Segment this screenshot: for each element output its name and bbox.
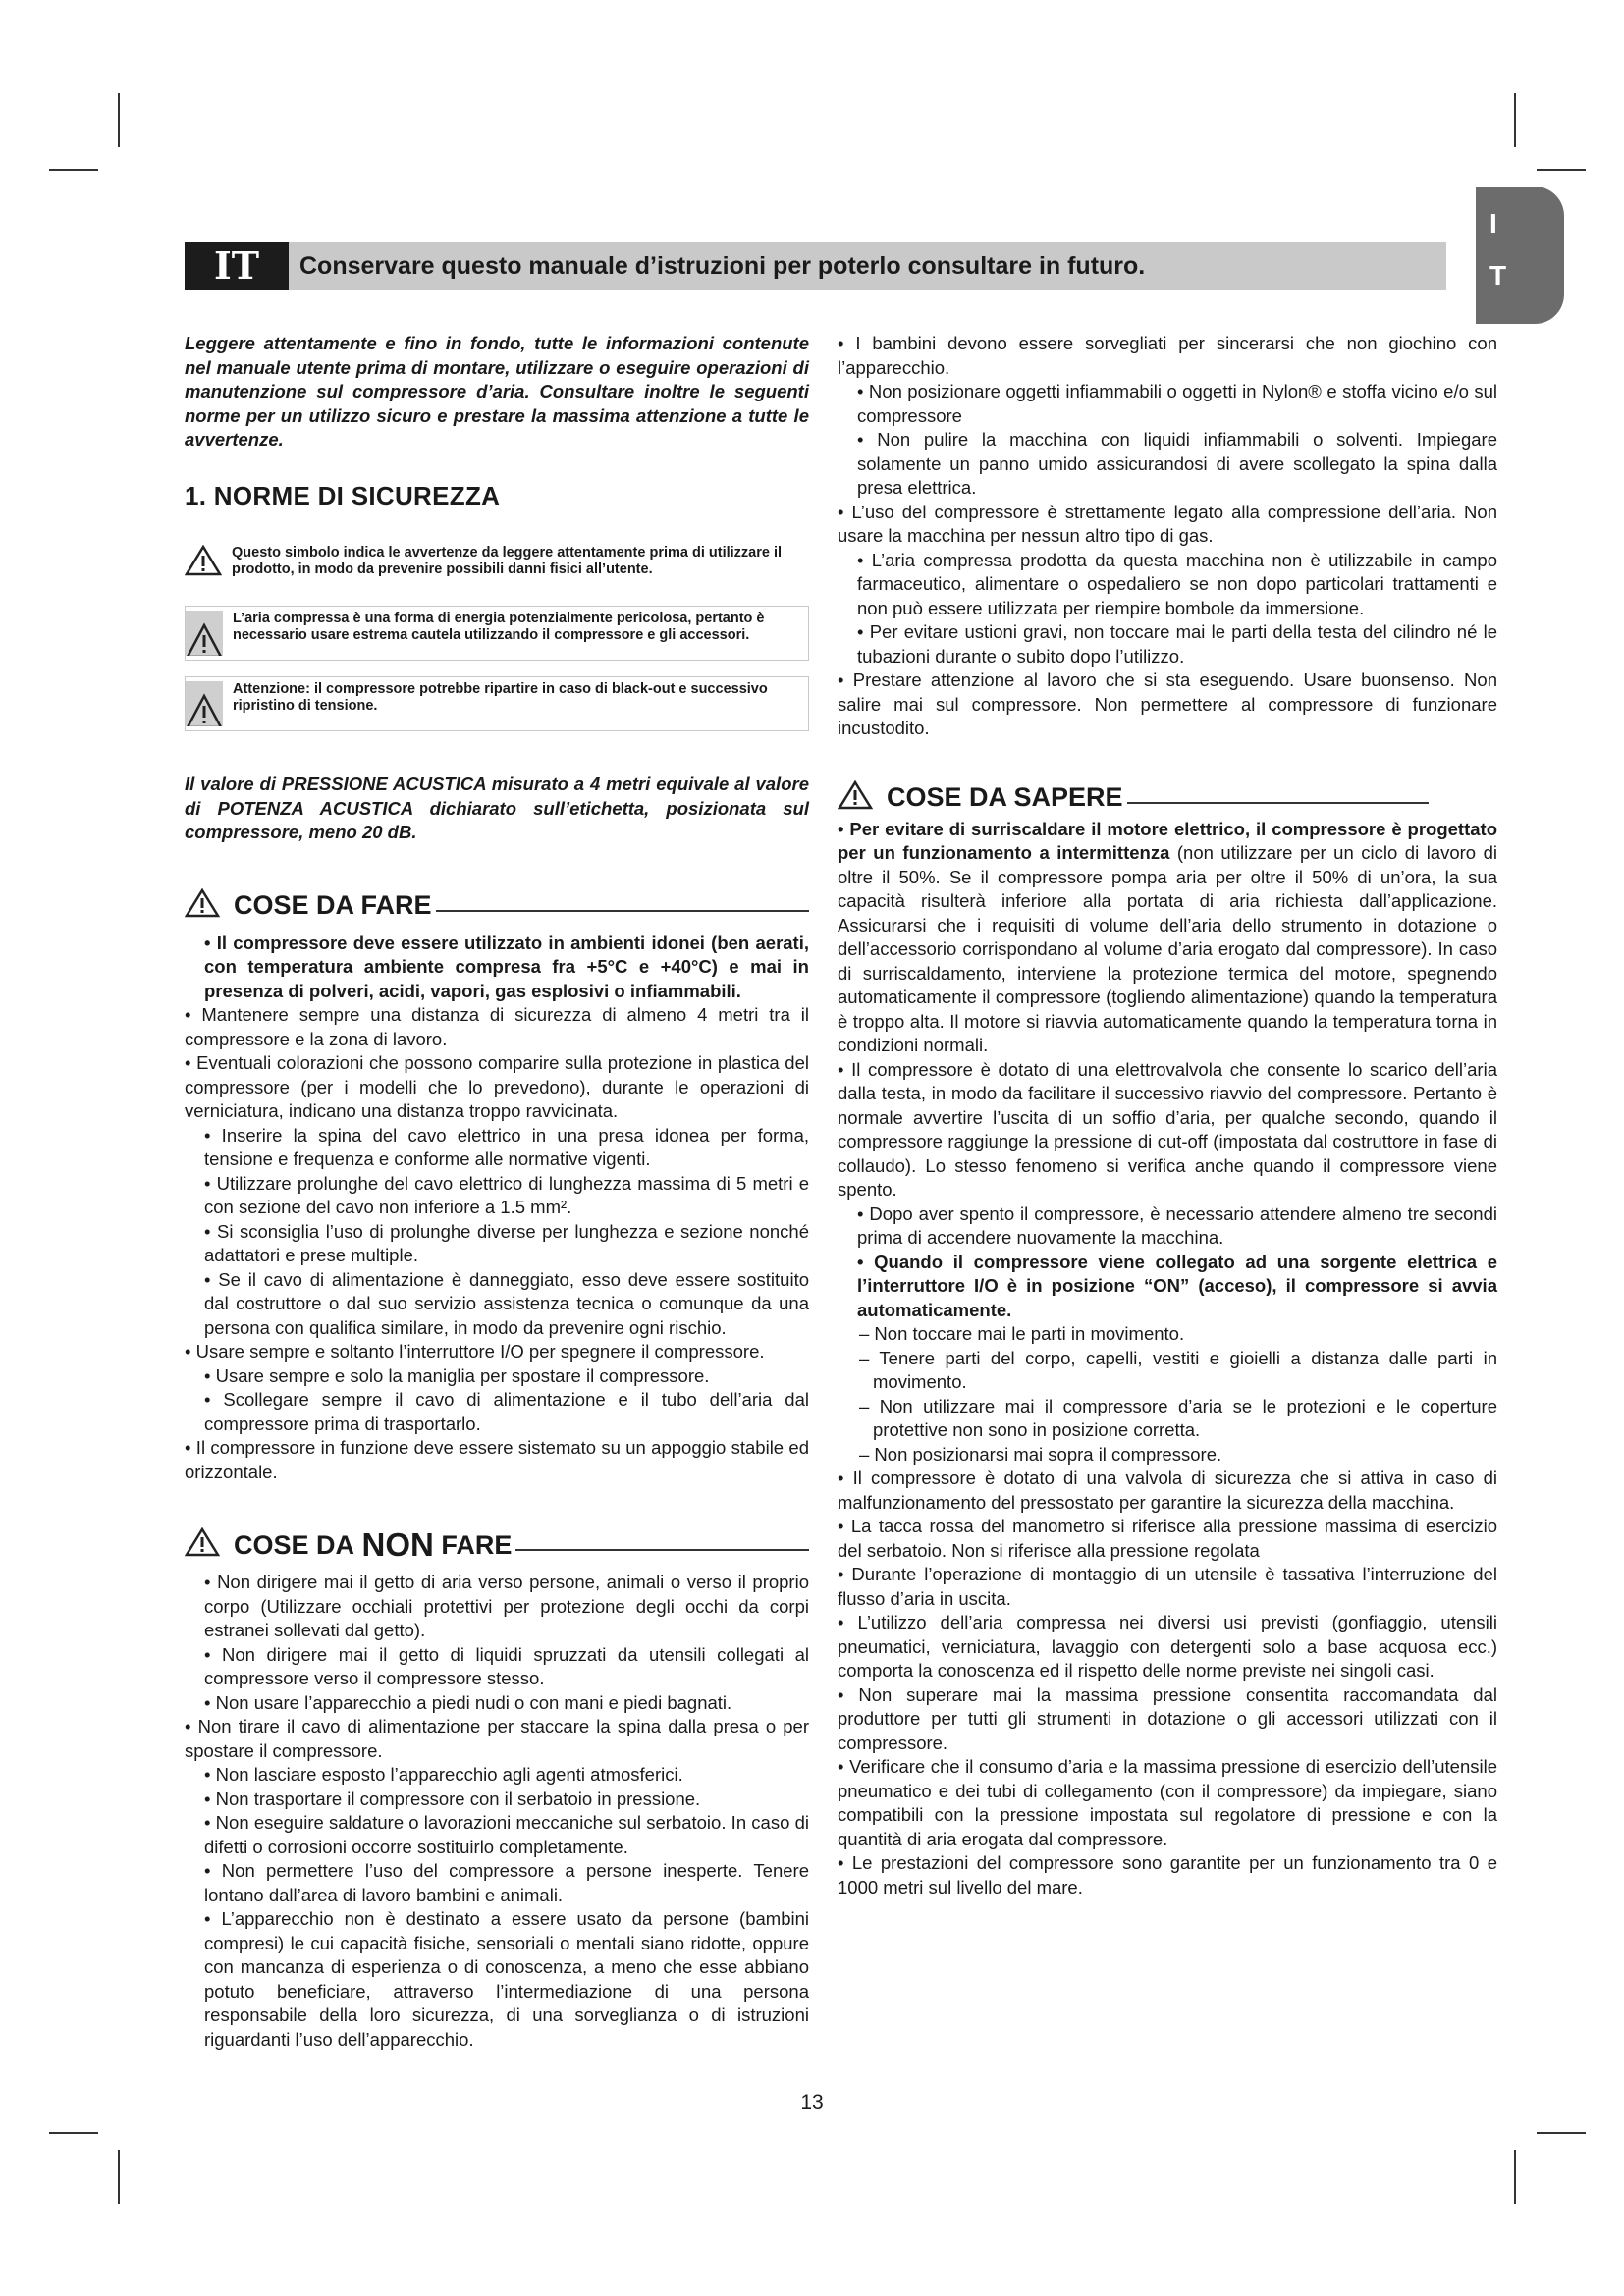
list-item: • Usare sempre e solo la maniglia per spostare il compressore. [204,1364,710,1386]
cose-da-sapere-list [838,818,1497,1900]
cose-da-non-fare-title [185,1525,809,1563]
warning-triangle-icon [185,1527,220,1557]
crop-mark [1514,93,1516,147]
list-item: • Eventuali colorazioni che possono comparire sulla protezione in plastica del compressore (per i modelli che lo prevedono), durante le operazioni di verniciatura, indicano una distanza troppo ravvicinata. [185,1052,809,1121]
list-item: • Non usare l’apparecchio a piedi nudi o con mani e piedi bagnati. [204,1691,732,1713]
warning-triangle-icon [185,888,220,918]
crop-mark [49,2132,98,2134]
warning-text: L’aria compressa è una forma di energia potenzialmente pericolosa, pertanto è necessario usare estrema cautela utilizzando il compressore e gli accessori. [233,611,765,643]
list-item: • Non lasciare esposto l’apparecchio agli agenti atmosferici. [204,1764,683,1785]
crop-mark [1514,2150,1516,2204]
list-item: • Si sconsiglia l’uso di prolunghe diverse per lunghezza e sezione nonché adattatori e prese multiple. [204,1220,809,1265]
heading-tail: FARE [441,1529,513,1560]
crop-mark [118,93,120,147]
list-item: • Non pulire la macchina con liquidi infiammabili o solventi. Impiegare solamente un panno umido assicurandosi di avere scollegato la spina dalla presa elettrica. [857,429,1497,498]
warning-triangle-icon [185,545,222,576]
right-column [838,332,1497,1899]
list-item-bold: • Per evitare di surriscaldare il motore elettrico, il compressore è progettato per un funzionamento a intermittenza [838,818,1497,863]
heading-rule [436,910,809,912]
warning-text: Questo simbolo indica le avvertenze da leggere attentamente prima di utilizzare il prodotto, in modo da prevenire possibili danni fisici all’utente. [232,545,783,577]
cose-da-non-fare-heading: COSE DA [234,1529,355,1560]
list-item: • Il compressore deve essere utilizzato in ambienti idonei (ben aerati, con temperatura ambiente compresa fra +5°C e +40°C) e mai in presenza di polveri, acidi, vapori, gas esplosivi o infiammabili. [204,932,809,1001]
list-item: • La tacca rossa del manometro si riferisce alla pressione massima di esercizio del serbatoio. Non si riferisce alla pressione regolata [838,1516,1497,1561]
language-side-tab [1476,187,1564,324]
list-item: • L’uso del compressore è strettamente legato alla compressione dell’aria. Non usare la macchina per nessun altro tipo di gas. [838,501,1497,546]
list-item-rest: (non utilizzare per un ciclo di lavoro di oltre il 50%. Se il compressore pompa aria per oltre il 50% di un’ora, la sua capacità risulterà inferiore alla portata di aria richiesta dall’applicazione. Assicurarsi che i requisiti di volume dell’aria dello strumento in dotazione o dell’accessorio corrispondano al volume d’aria erogato dal compressore). In caso di surriscaldamento, interviene la protezione termica del motore, spegnendo automaticamente il compressore (togliendo alimentazione) quando la temperatura è troppo alta. Il motore si riavvia automaticamente quando la temperatura torna in condizioni normali. [838,842,1497,1055]
crop-mark [1537,2132,1586,2134]
warning-text: Attenzione: il compressore potrebbe ripartire in caso di black-out e successivo ripristino di tensione. [233,681,768,714]
side-tab-letter: I [1489,208,1497,239]
list-item: • Dopo aver spento il compressore, è necessario attendere almeno tre secondi prima di accendere nuovamente la macchina. [857,1202,1497,1248]
list-item: • Non superare mai la massima pressione consentita raccomandata dal produttore per tutti gli strumenti in dotazione o gli accessori utilizzati con il compressore. [838,1683,1497,1753]
list-item: • L’aria compressa prodotta da questa macchina non è utilizzabile in campo farmaceutico, alimentare o ospedaliero se non dopo particolari trattamenti e non può essere utilizzata per riempire bombole da immersione. [857,549,1497,618]
list-item: • Utilizzare prolunghe del cavo elettrico di lunghezza massima di 5 metri e con sezione del cavo non inferiore a 1.5 mm². [204,1172,809,1217]
intro-paragraph: Leggere attentamente e fino in fondo, tutte le informazioni contenute nel manuale utente prima di montare, utilizzare o eseguire operazioni di manutenzione sul compressore d’aria. Consultare inoltre le seguenti norme per un utilizzo sicuro e prestare la massima attenzione a tutte le avvertenze. [185,333,809,450]
heading-emphasis: NON [361,1525,434,1563]
list-item: • Prestare attenzione al lavoro che si sta eseguendo. Usare buonsenso. Non salire mai sul compressore. Non permettere al compressore di funzionare incustodito. [838,669,1497,738]
warning-triangle-icon [186,681,223,726]
page-number: 13 [800,2091,824,2113]
list-item: • Verificare che il consumo d’aria e la massima pressione di esercizio dell’utensile pneumatico e dei tubi di collegamento (con il compressore) da impiegare, siano compatibili con la pressione impostata sul regolatore di pressione e con la quantità di aria erogata dal compressore. [838,1756,1497,1849]
warning-triangle-icon [838,780,873,810]
heading-rule [515,1549,809,1551]
warning-box [185,676,809,731]
cose-da-fare-title [185,888,809,918]
list-item: • Le prestazioni del compressore sono garantite per un funzionamento tra 0 e 1000 metri sul livello del mare. [838,1852,1497,1897]
list-item: • Mantenere sempre una distanza di sicurezza di almeno 4 metri tra il compressore e la zona di lavoro. [185,1004,809,1049]
crop-mark [49,169,98,171]
warning-box [185,606,809,661]
list-item: • Non dirigere mai il getto di liquidi spruzzati da utensili collegati al compressore verso il compressore stesso. [204,1643,809,1688]
warning-note [185,541,809,582]
header-title: Conservare questo manuale d’istruzioni per poterlo consultare in futuro. [299,252,1146,280]
acoustic-note: Il valore di PRESSIONE ACUSTICA misurato a 4 metri equivale al valore di POTENZA ACUSTICA dichiarato sull’etichetta, posizionata sul compressore, meno 20 dB. [185,774,809,842]
header-bar [185,242,1446,290]
list-item: • Inserire la spina del cavo elettrico in una presa idonea per forma, tensione e frequenza e conforme alle normative vigenti. [204,1124,809,1169]
list-item [838,818,1497,1058]
list-item: • Non dirigere mai il getto di aria verso persone, animali o verso il proprio corpo (Utilizzare occhiali protettivi per protezione degli occhi da corpi estranei sollevati dal getto). [204,1572,809,1640]
top-safety-list [838,332,1497,741]
dash-item: – Tenere parti del corpo, capelli, vestiti e gioielli a distanza dalle parti in movimento. [859,1347,1497,1392]
crop-mark [1537,169,1586,171]
dash-item: – Non posizionarsi mai sopra il compressore. [859,1443,1222,1465]
list-item: • Non tirare il cavo di alimentazione per staccare la spina dalla presa o per spostare il compressore. [185,1716,809,1761]
list-item: • L’apparecchio non è destinato a essere usato da persone (bambini compresi) le cui capacità fisiche, sensoriali o mentali siano ridotte, oppure con mancanza di esperienza o di conoscenza, a meno che esse abbiano potuto beneficiare, attraverso l’intermediazione di una persona responsabile della loro sicurezza, di una sorveglianza o di istruzioni riguardanti l’uso dell’apparecchio. [204,1908,809,2050]
dash-item: – Non utilizzare mai il compressore d’aria se le protezioni e le coperture protettive non sono in posizione corretta. [859,1395,1497,1440]
list-item: • Se il cavo di alimentazione è danneggiato, esso deve essere sostituito dal costruttore o dal suo servizio assistenza tecnica o comunque da una persona con qualifica similare, in modo da prevenire ogni rischio. [204,1268,809,1338]
side-tab-letter: T [1489,260,1507,291]
list-item: • Non eseguire saldature o lavorazioni meccaniche sul serbatoio. In caso di difetti o corrosioni occorre sostituirlo completamente. [204,1812,809,1857]
list-item: • I bambini devono essere sorvegliati per sincerarsi che non giochino con l’apparecchio. [838,333,1497,378]
cose-da-fare-list [185,932,809,1485]
list-item: • Scollegare sempre il cavo di alimentazione e il tubo dell’aria dal compressore prima di trasportarlo. [204,1389,809,1434]
list-item: • Il compressore è dotato di una elettrovalvola che consente lo scarico dell’aria dalla testa, in modo da facilitare il successivo riavvio del compressore. Pertanto è normale avvertire l’uscita di un soffio d’aria, per qualche secondo, quando il compressore raggiunge la pressione di cut-off (impostata dal costruttore in fase di collaudo). Lo stesso fenomeno si verifica anche quando il compressore viene spento. [838,1058,1497,1200]
list-item: • Durante l’operazione di montaggio di un utensile è tassativa l’interruzione del flusso d’aria in uscita. [838,1564,1497,1609]
warning-triangle-icon [186,611,223,656]
heading-rule [1127,802,1429,804]
crop-mark [118,2150,120,2204]
language-badge: IT [185,242,289,290]
list-item: • Il compressore è dotato di una valvola di sicurezza che si attiva in caso di malfunzionamento del pressostato per garantire la sicurezza della macchina. [838,1468,1497,1513]
list-item: • L’utilizzo dell’aria compressa nei diversi usi previsti (gonfiaggio, utensili pneumatici, verniciatura, lavaggio con detergenti solo a base acquosa ecc.) comporta la conoscenza ed il rispetto delle norme previste nei singoli casi. [838,1612,1497,1681]
cose-da-sapere-heading: COSE DA SAPERE [887,782,1123,812]
list-item: • Non posizionare oggetti infiammabili o oggetti in Nylon® e stoffa vicino e/o sul compressore [857,381,1497,426]
cose-da-fare-heading: COSE DA FARE [234,890,432,920]
list-item: • Usare sempre e soltanto l’interruttore I/O per spegnere il compressore. [185,1341,765,1362]
dash-item: – Non toccare mai le parti in movimento. [859,1323,1185,1344]
list-item: • Il compressore in funzione deve essere sistemato su un appoggio stabile ed orizzontale. [185,1437,809,1482]
cose-da-non-fare-list [185,1571,809,2052]
section-title: 1. NORME DI SICUREZZA [185,480,501,510]
list-item: • Non permettere l’uso del compressore a persone inesperte. Tenere lontano dall’area di lavoro bambini e animali. [204,1860,809,1905]
list-item: • Per evitare ustioni gravi, non toccare mai le parti della testa del cilindro né le tubazioni durante o subito dopo l’utilizzo. [857,621,1497,667]
list-item: • Quando il compressore viene collegato ad una sorgente elettrica e l’interruttore I/O è in posizione “ON” (acceso), il compressore si avvia automaticamente. [857,1251,1497,1320]
list-item: • Non trasportare il compressore con il serbatoio in pressione. [204,1788,701,1809]
left-column [185,332,809,2052]
cose-da-sapere-title [838,780,1497,810]
